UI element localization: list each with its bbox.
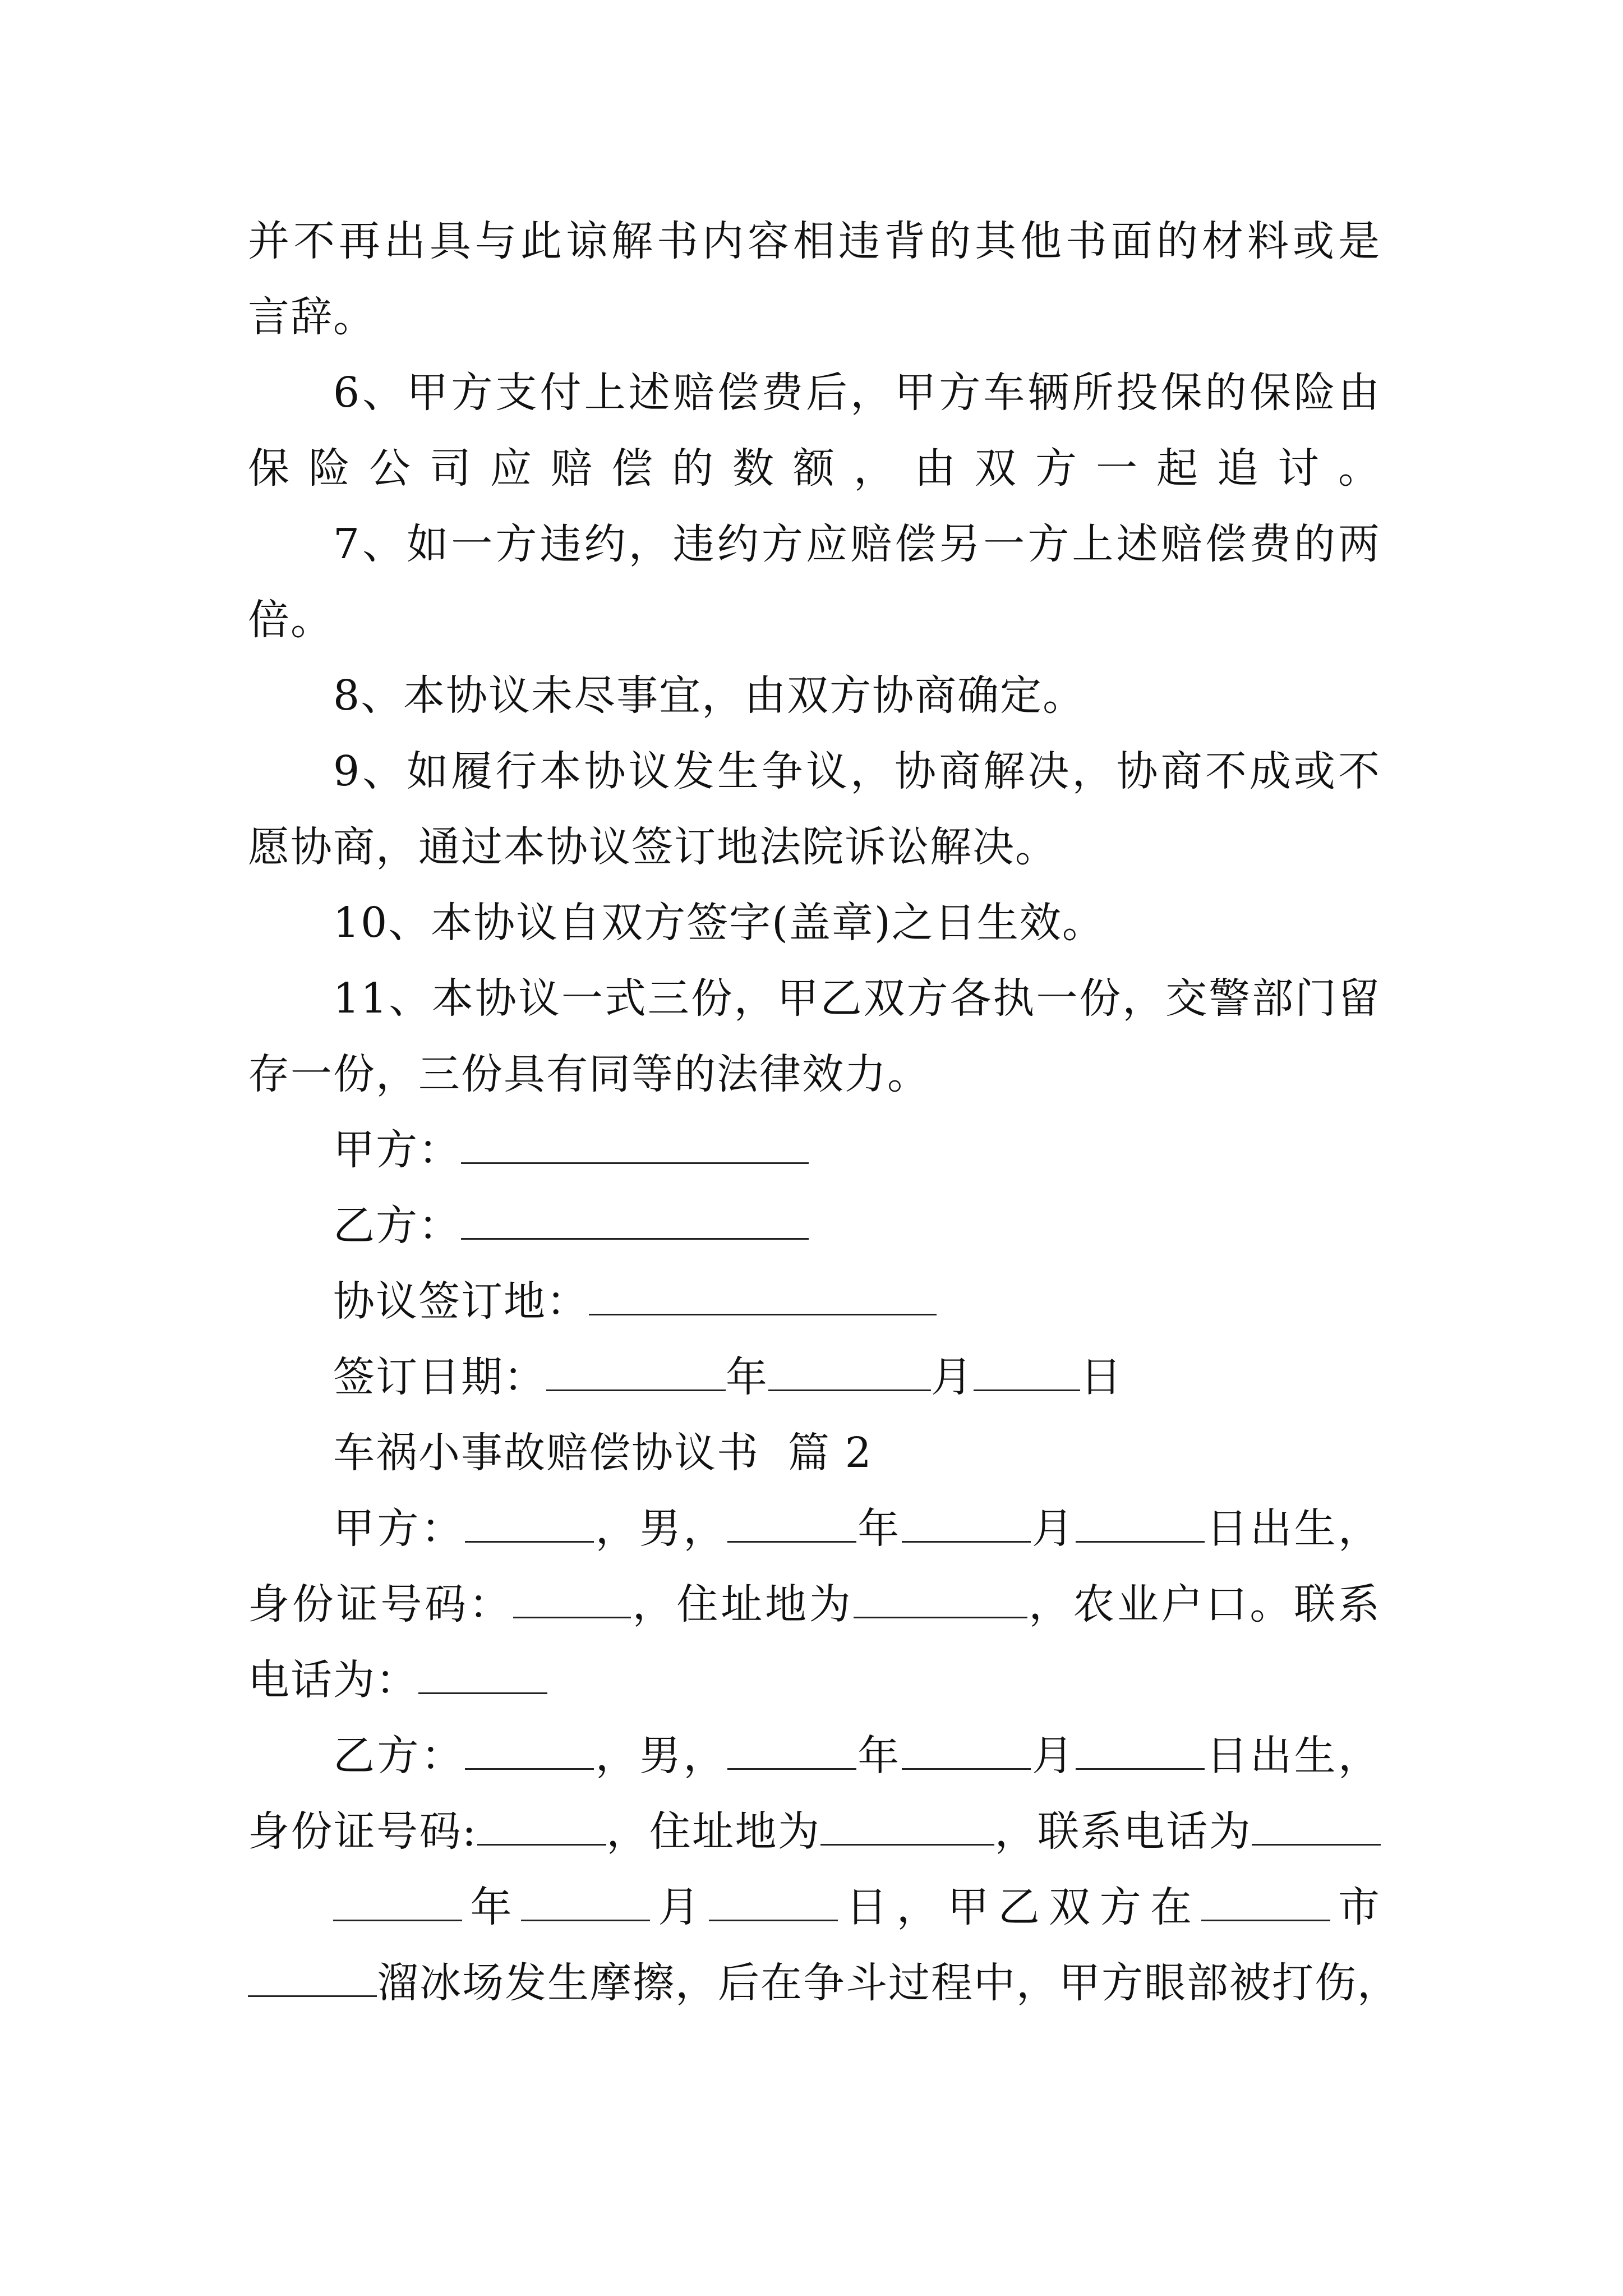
clause-10: 10、本协议自双方签字(盖章)之日生效。 xyxy=(333,899,1105,947)
signing-place xyxy=(333,1273,1381,1329)
birth-month-blank xyxy=(902,1506,1031,1543)
clause-7: 7、如一方违约，违约方应赔偿另一方上述赔偿费的两 xyxy=(333,520,1381,568)
date-year-blank xyxy=(546,1355,726,1391)
date-month-blank xyxy=(768,1355,931,1391)
b-id-blank xyxy=(477,1809,606,1846)
date-day-blank xyxy=(974,1355,1080,1391)
b-birth-month-blank xyxy=(902,1733,1031,1770)
clause-11: 11、本协议一式三份，甲乙双方各执一份，交警部门留 xyxy=(333,974,1381,1023)
party-b-name-blank xyxy=(465,1733,594,1770)
signing-place-blank xyxy=(589,1279,937,1315)
paragraph-line: 并不再出具与此谅解书内容相违背的其他书面的材料或是 xyxy=(248,217,1381,265)
gender-text: ，男， xyxy=(594,1504,727,1553)
rural-text: ，农业户口。联系 xyxy=(1027,1580,1381,1628)
paragraph-line: 倍。 xyxy=(248,596,333,644)
party-a-id-line xyxy=(248,1576,1381,1632)
event-detail-line xyxy=(248,1955,1400,2011)
clause-9: 9、如履行本协议发生争议，协商解决，协商不成或不 xyxy=(333,747,1381,795)
rink-blank xyxy=(248,1961,377,1997)
date-day-text: 日 xyxy=(1080,1353,1123,1401)
birth-year-blank xyxy=(727,1506,856,1543)
signing-date-label: 签订日期： xyxy=(333,1353,546,1401)
b-phone-blank xyxy=(1252,1809,1381,1846)
event-city-text: 市 xyxy=(1330,1883,1381,1931)
date-month-text: 月 xyxy=(931,1353,974,1401)
event-year-blank xyxy=(333,1885,462,1921)
id-label: 身份证号码： xyxy=(248,1580,513,1628)
clause-6: 6、甲方支付上述赔偿费后，甲方车辆所投保的保险由 xyxy=(333,369,1381,417)
b-address-label: ，住址地为 xyxy=(606,1807,821,1856)
phone-label: 电话为： xyxy=(248,1656,418,1704)
id-blank xyxy=(513,1582,631,1618)
party-b-info-label: 乙方： xyxy=(333,1732,465,1780)
year-text: 年 xyxy=(856,1504,902,1553)
party-b-signature xyxy=(333,1198,1381,1254)
b-birth-year-blank xyxy=(727,1733,856,1770)
birth-day-blank xyxy=(1076,1506,1205,1543)
event-city-blank xyxy=(1201,1885,1330,1921)
b-phone-label: ，联系电话为 xyxy=(994,1807,1252,1856)
b-id-label: 身份证号码: xyxy=(248,1807,477,1856)
paragraph-line: 言辞。 xyxy=(248,293,376,341)
event-day-blank xyxy=(709,1885,838,1921)
party-a-signature xyxy=(333,1122,1381,1178)
party-a-blank xyxy=(461,1128,809,1164)
event-detail-text: 溜冰场发生摩擦，后在争斗过程中，甲方眼部被打伤， xyxy=(377,1959,1400,2007)
b-birth-text: 日出生， xyxy=(1205,1732,1381,1780)
party-a-name-blank xyxy=(465,1506,594,1543)
b-month-text: 月 xyxy=(1030,1732,1076,1780)
party-a-info-label: 甲方： xyxy=(333,1504,465,1553)
b-birth-day-blank xyxy=(1076,1733,1205,1770)
party-b-blank xyxy=(461,1203,809,1240)
event-day-text: 日，甲乙双方在 xyxy=(837,1883,1201,1931)
paragraph-line: 存一份，三份具有同等的法律效力。 xyxy=(248,1050,930,1098)
party-b-label: 乙方： xyxy=(333,1202,461,1250)
signing-place-label: 协议签订地： xyxy=(333,1277,589,1326)
event-year-text: 年 xyxy=(462,1883,521,1931)
party-a-phone-line xyxy=(248,1652,1381,1708)
date-year-text: 年 xyxy=(726,1353,768,1401)
b-year-text: 年 xyxy=(856,1732,902,1780)
party-a-label: 甲方： xyxy=(333,1126,461,1174)
party-a-info xyxy=(333,1501,1381,1557)
b-gender-text: ，男， xyxy=(594,1732,727,1780)
address-blank xyxy=(854,1582,1027,1618)
event-month-text: 月 xyxy=(649,1883,709,1931)
section-title: 车祸小事故赔偿协议书 篇 2 xyxy=(333,1429,873,1477)
event-month-blank xyxy=(521,1885,650,1921)
party-b-id-line xyxy=(248,1803,1381,1860)
address-label: ，住址地为 xyxy=(630,1580,854,1628)
phone-blank xyxy=(418,1658,547,1694)
paragraph-line: 保险公司应赔偿的数额，由双方一起追讨。 xyxy=(248,444,1381,493)
event-line xyxy=(333,1879,1381,1935)
party-b-info xyxy=(333,1728,1381,1784)
b-address-blank xyxy=(820,1809,994,1846)
paragraph-line: 愿协商，通过本协议签订地法院诉讼解决。 xyxy=(248,823,1058,871)
month-text: 月 xyxy=(1030,1504,1076,1553)
clause-8: 8、本协议未尽事宜，由双方协商确定。 xyxy=(333,671,1086,720)
birth-text: 日出生， xyxy=(1205,1504,1381,1553)
signing-date xyxy=(333,1349,1381,1405)
